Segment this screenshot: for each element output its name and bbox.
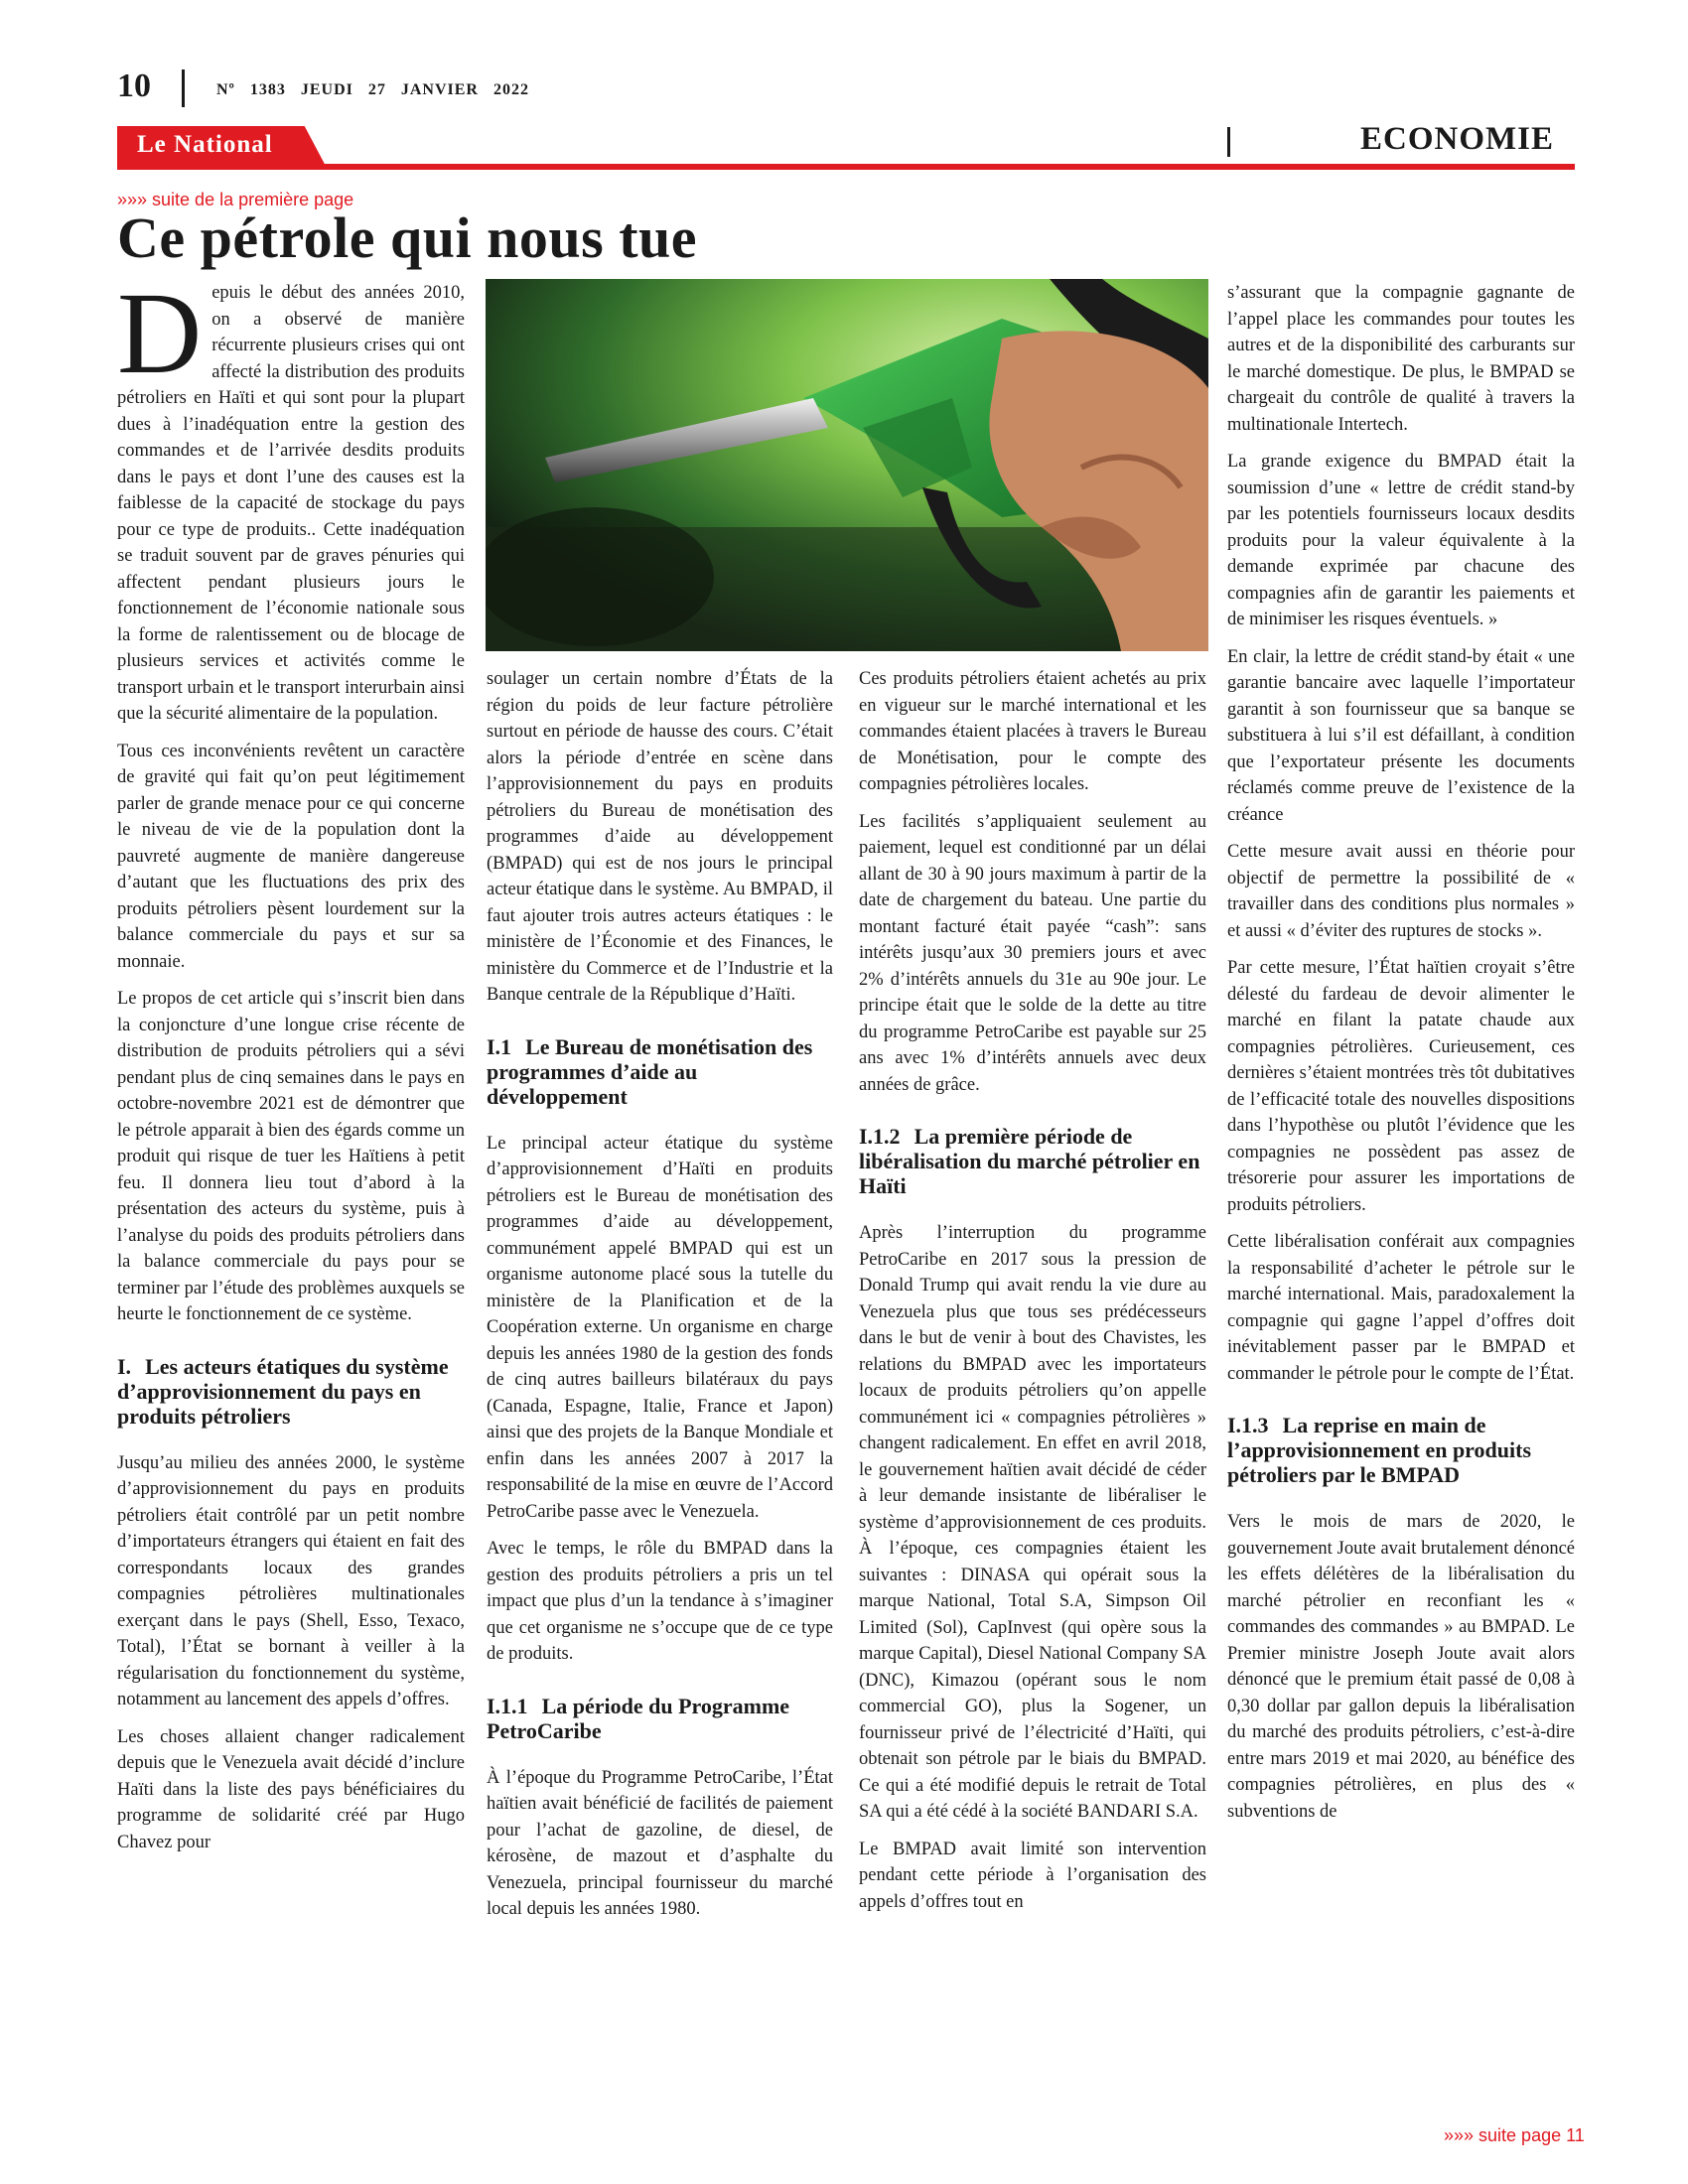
paragraph: Avec le temps, le rôle du BMPAD dans la gestion des produits pétroliers a pris un tel impact que plus d’un la tendance à s’imaginer que cet organisme ne s’occupe que de ce type de produits. bbox=[487, 1539, 833, 1664]
paragraph: À l’époque du Programme PetroCaribe, l’État haïtien avait bénéficié de facilités de paiement pour l’achat de gazoline, de diesel, de kérosène, de mazout et d’asphalte du Venezuela, principal fournisseur du marché local depuis les années 1980. bbox=[487, 1767, 833, 1919]
paragraph: Les facilités s’appliquaient seulement au paiement, lequel est conditionné par un délai allant de 30 à 90 jours maximum à partir de la date de chargement du bateau. Une partie du montant facturé était payée “cash”: sans intérêts jusqu’aux 30 premiers jours et avec 2% d’intérêts annuels du 31e au 90e jour. Le principe était que le solde de la dette au titre du programme PetroCaribe est payable sur 25 ans avec 1% d’intérêts annuels avec deux années de grâce. bbox=[859, 811, 1206, 1095]
paragraph: soulager un certain nombre d’États de la région du poids de leur facture pétrolière surtout en période de hausse des cours. C’était alors la période d’entrée en scène dans l’approvisionnement du pays en produits pétroliers du Bureau de monétisation des programmes d’aide au développement (BMPAD) qui est de nos jours le principal acteur étatique dans le système. Au BMPAD, il faut ajouter trois autres acteurs étatiques : le ministère de l’Économie et des Finances, le ministère du Commerce et de l’Industrie et la Banque centrale de la République d’Haïti. bbox=[487, 669, 833, 1005]
article-title: Ce pétrole qui nous tue bbox=[117, 205, 698, 270]
paragraph: Le propos de cet article qui s’inscrit bien dans la conjoncture d’une longue crise récente de distribution de produits pétroliers qui a sévi pendant plus de cinq semaines dans le pays en octobre-novembre 2021 est de démontrer que le pétrole apparait à bien des égards comme un produit qui risque de tuer les Haïtiens à petit feu. Il donnera lieu tout d’abord à la présentation des acteurs du système, puis à l’analyse du poids des produits pétroliers dans la balance commerciale du pays pour se terminer par l’étude des problèmes auxquels se heurte le fonctionnement de ce système. bbox=[117, 989, 465, 1324]
column-1 bbox=[117, 268, 465, 1866]
paragraph: La grande exigence du BMPAD était la soumission d’une « lettre de crédit stand-by par les potentiels fournisseurs locaux desdits produits pour la valeur équivalente à la demande exprimée par chacune des compagnies afin de garantir les paiements et de minimiser les risques éventuels. » bbox=[1227, 452, 1575, 629]
paragraph: En clair, la lettre de crédit stand-by était « une garantie bancaire avec laquelle l’importateur garantit à son fournisseur que sa banque se substituera à lui s’il est défaillant, à condition que l’exportateur présente les documents réclamés comme preuve de l’existence de la créance bbox=[1227, 646, 1575, 825]
paragraph: Vers le mois de mars de 2020, le gouvernement Joute avait brutalement dénoncé les effets délétères de la libéralisation du marché pétrolier en reconfiant les « commandes des commandes » au BMPAD. Le Premier ministre Joseph Joute avait alors dénoncé que le premium était passé de 0,08 à 0,30 dollar par gallon depuis la libéralisation du marché des produits pétroliers, c’est-à-dire entre mars 2019 et mai 2020, au bénéfice des compagnies pétrolières, en plus des « subventions de bbox=[1227, 1512, 1575, 1822]
subheading: I.1.1 La période du Programme PetroCaribe bbox=[487, 1693, 790, 1743]
kicker: »»» suite de la première page bbox=[117, 190, 354, 209]
header-rule bbox=[117, 164, 1575, 170]
header-separator bbox=[182, 69, 185, 107]
column-4 bbox=[1227, 280, 1575, 1836]
paragraph: s’assurant que la compagnie gagnante de l’appel place les commandes pour toutes les autres et de la disponibilité des carburants sur le marché domestique. De plus, le BMPAD se chargeait du contrôle de qualité à travers la multinationale Intertech. bbox=[1227, 283, 1575, 435]
section-separator bbox=[1227, 127, 1230, 157]
paragraph: Ces produits pétroliers étaient achetés au prix en vigueur sur le marché international et les commandes étaient placées à travers le Bureau de Monétisation, pour le compte des compagnies pétrolières locales. bbox=[859, 669, 1206, 794]
paragraph: Cette libéralisation conférait aux compagnies la responsabilité d’acheter le pétrole sur le marché international. Mais, paradoxalement la compagnie qui gagne l’appel d’offres doit inévitablement passer par le BMPAD et commander le pétrole pour le compte de l’État. bbox=[1227, 1232, 1575, 1384]
paragraph: Jusqu’au milieu des années 2000, le système d’approvisionnement du pays en produits pétroliers était contrôlé par un petit nombre d’importateurs étrangers qui étaient en fait des correspondants locaux des grandes compagnies pétrolières multinationales exerçant dans le pays (Shell, Esso, Texaco, Total), l’État se bornant à veiller à la régularisation du fonctionnement du système, notamment au lancement des appels d’offres. bbox=[117, 1452, 465, 1709]
subheading: I. Les acteurs étatiques du système d’approvisionnement du pays en produits pétroliers bbox=[117, 1353, 449, 1429]
drop-cap: D bbox=[117, 268, 203, 398]
paragraph: Les choses allaient changer radicalement depuis que le Venezuela avait décidé d’inclure Haïti dans la liste des pays bénéficiaires du programme de solidarité créé par Hugo Chavez pour bbox=[117, 1726, 465, 1852]
subheading: I.1.2 La première période de libéralisation du marché pétrolier en Haïti bbox=[859, 1124, 1200, 1198]
paragraph: Le principal acteur étatique du système d’approvisionnement d’Haïti en produits pétroliers est le Bureau de monétisation des programmes d’aide au développement, communément appelé BMPAD qui est un organisme autonome placé sous la tutelle du ministère de la Planification et de la Coopération externe. Un organisme en charge depuis les années 1980 de la gestion des fonds de cinq autres bailleurs bilatéraux du pays (Canada, Espagne, Italie, France et Japon) ainsi que des projets de la Banque Mondiale et enfin dans les années 2007 à 2017 la responsabilité de la mise en œuvre de l’Accord PetroCaribe passe avec le Venezuela. bbox=[487, 1133, 833, 1522]
paragraph: Tous ces inconvénients revêtent un caractère de gravité qui fait qu’on peut légitimement parler de grande menace pour ce qui concerne le niveau de vie de la population dont la pauvreté augmente de manière dangereuse d’autant que les fluctuations des prix des produits pétroliers pèsent lourdement sur la balance commerciale du pays et sur sa monnaie. bbox=[117, 741, 465, 972]
column-2 bbox=[487, 666, 833, 1934]
section-title: ECONOMIE bbox=[1360, 121, 1555, 157]
paragraph: Le BMPAD avait limité son intervention pendant cette période à l’organisation des appels d’offres tout en bbox=[859, 1839, 1206, 1912]
fuel-nozzle-image bbox=[486, 279, 1208, 651]
page-number: 10 bbox=[117, 68, 151, 104]
subheading: I.1 Le Bureau de monétisation des programmes d’aide au développement bbox=[487, 1033, 813, 1109]
issue-line: Nº 1383 JEUDI 27 JANVIER 2022 bbox=[216, 81, 529, 98]
brand-name: Le National bbox=[137, 131, 273, 158]
fuel-nozzle-photo bbox=[486, 279, 1208, 651]
paragraph: Par cette mesure, l’État haïtien croyait s’être délesté du fardeau de devoir alimenter le marché en filant la patate chaude aux compagnies pétrolières. Curieusement, ces dernières s’étaient montrées très tôt dubitatives de l’efficacité totale des nouvelles dispositions dans l’hypothèse ou plutôt l’évidence que les compagnies ne possèdent pas assez de trésorerie pour assurer les importations de produits pétroliers. bbox=[1227, 958, 1575, 1215]
paragraph: Cette mesure avait aussi en théorie pour objectif de permettre la possibilité de « travailler dans des conditions plus normales » et aussi « d’éviter des ruptures de stocks ». bbox=[1227, 842, 1575, 941]
paragraph: Après l’interruption du programme PetroCaribe en 2017 sous la pression de Donald Trump qui avait rendu la vie dure au Venezuela plus que tous ses prédécesseurs dans le but de venir à bout des Chavistes, les relations du BMPAD avec les importateurs locaux de produits pétroliers qu’on appelle communément ici « compagnies pétrolières » changent radicalement. En effet en avril 2018, le gouvernement haïtien avait décidé de céder à leur demande insistante de libéraliser le système d’approvisionnement de ces produits. À l’époque, ces compagnies étaient les suivantes : DINASA qui opérait sous la marque National, Total S.A, Simpson Oil Limited (Sol), CapInvest (qui opère sous la marque Capital), Diesel National Company SA (DNC), Kimazou (opérant sous le nom commercial GO), plus la Sogener, un fournisseur privé de l’électricité d’Haïti, qui obtenait son pétrole par le biais du BMPAD. Ce qui a été modifié depuis le retrait de Total SA qui a été cédé à la société BANDARI S.A. bbox=[859, 1223, 1206, 1822]
paragraph: Depuis le début des années 2010, on a observé de manière récurrente plusieurs crises qui ont affecté la distribution des produits pétroliers en Haïti et qui sont pour la plupart dues à l’inadéquation entre la gestion des commandes et de l’arrivée desdits produits dans le pays et dont l’une des causes est la faiblesse de la capacité de stockage du pays pour ce type de produits.. Cette inadéquation se traduit souvent par de graves pénuries qui affectent pendant plusieurs jours le fonctionnement de l’économie nationale sous la forme de ralentissement ou de blocage de plusieurs services et activités comme le transport urbain et le transport interurbain ainsi que la sécurité alimentaire de la population. bbox=[117, 268, 465, 724]
subheading: I.1.3 La reprise en main de l’approvisionnement en produits pétroliers par le BMPAD bbox=[1227, 1413, 1532, 1487]
column-3 bbox=[859, 666, 1206, 1926]
continued-link[interactable]: »»» suite page 11 bbox=[1444, 2125, 1585, 2145]
